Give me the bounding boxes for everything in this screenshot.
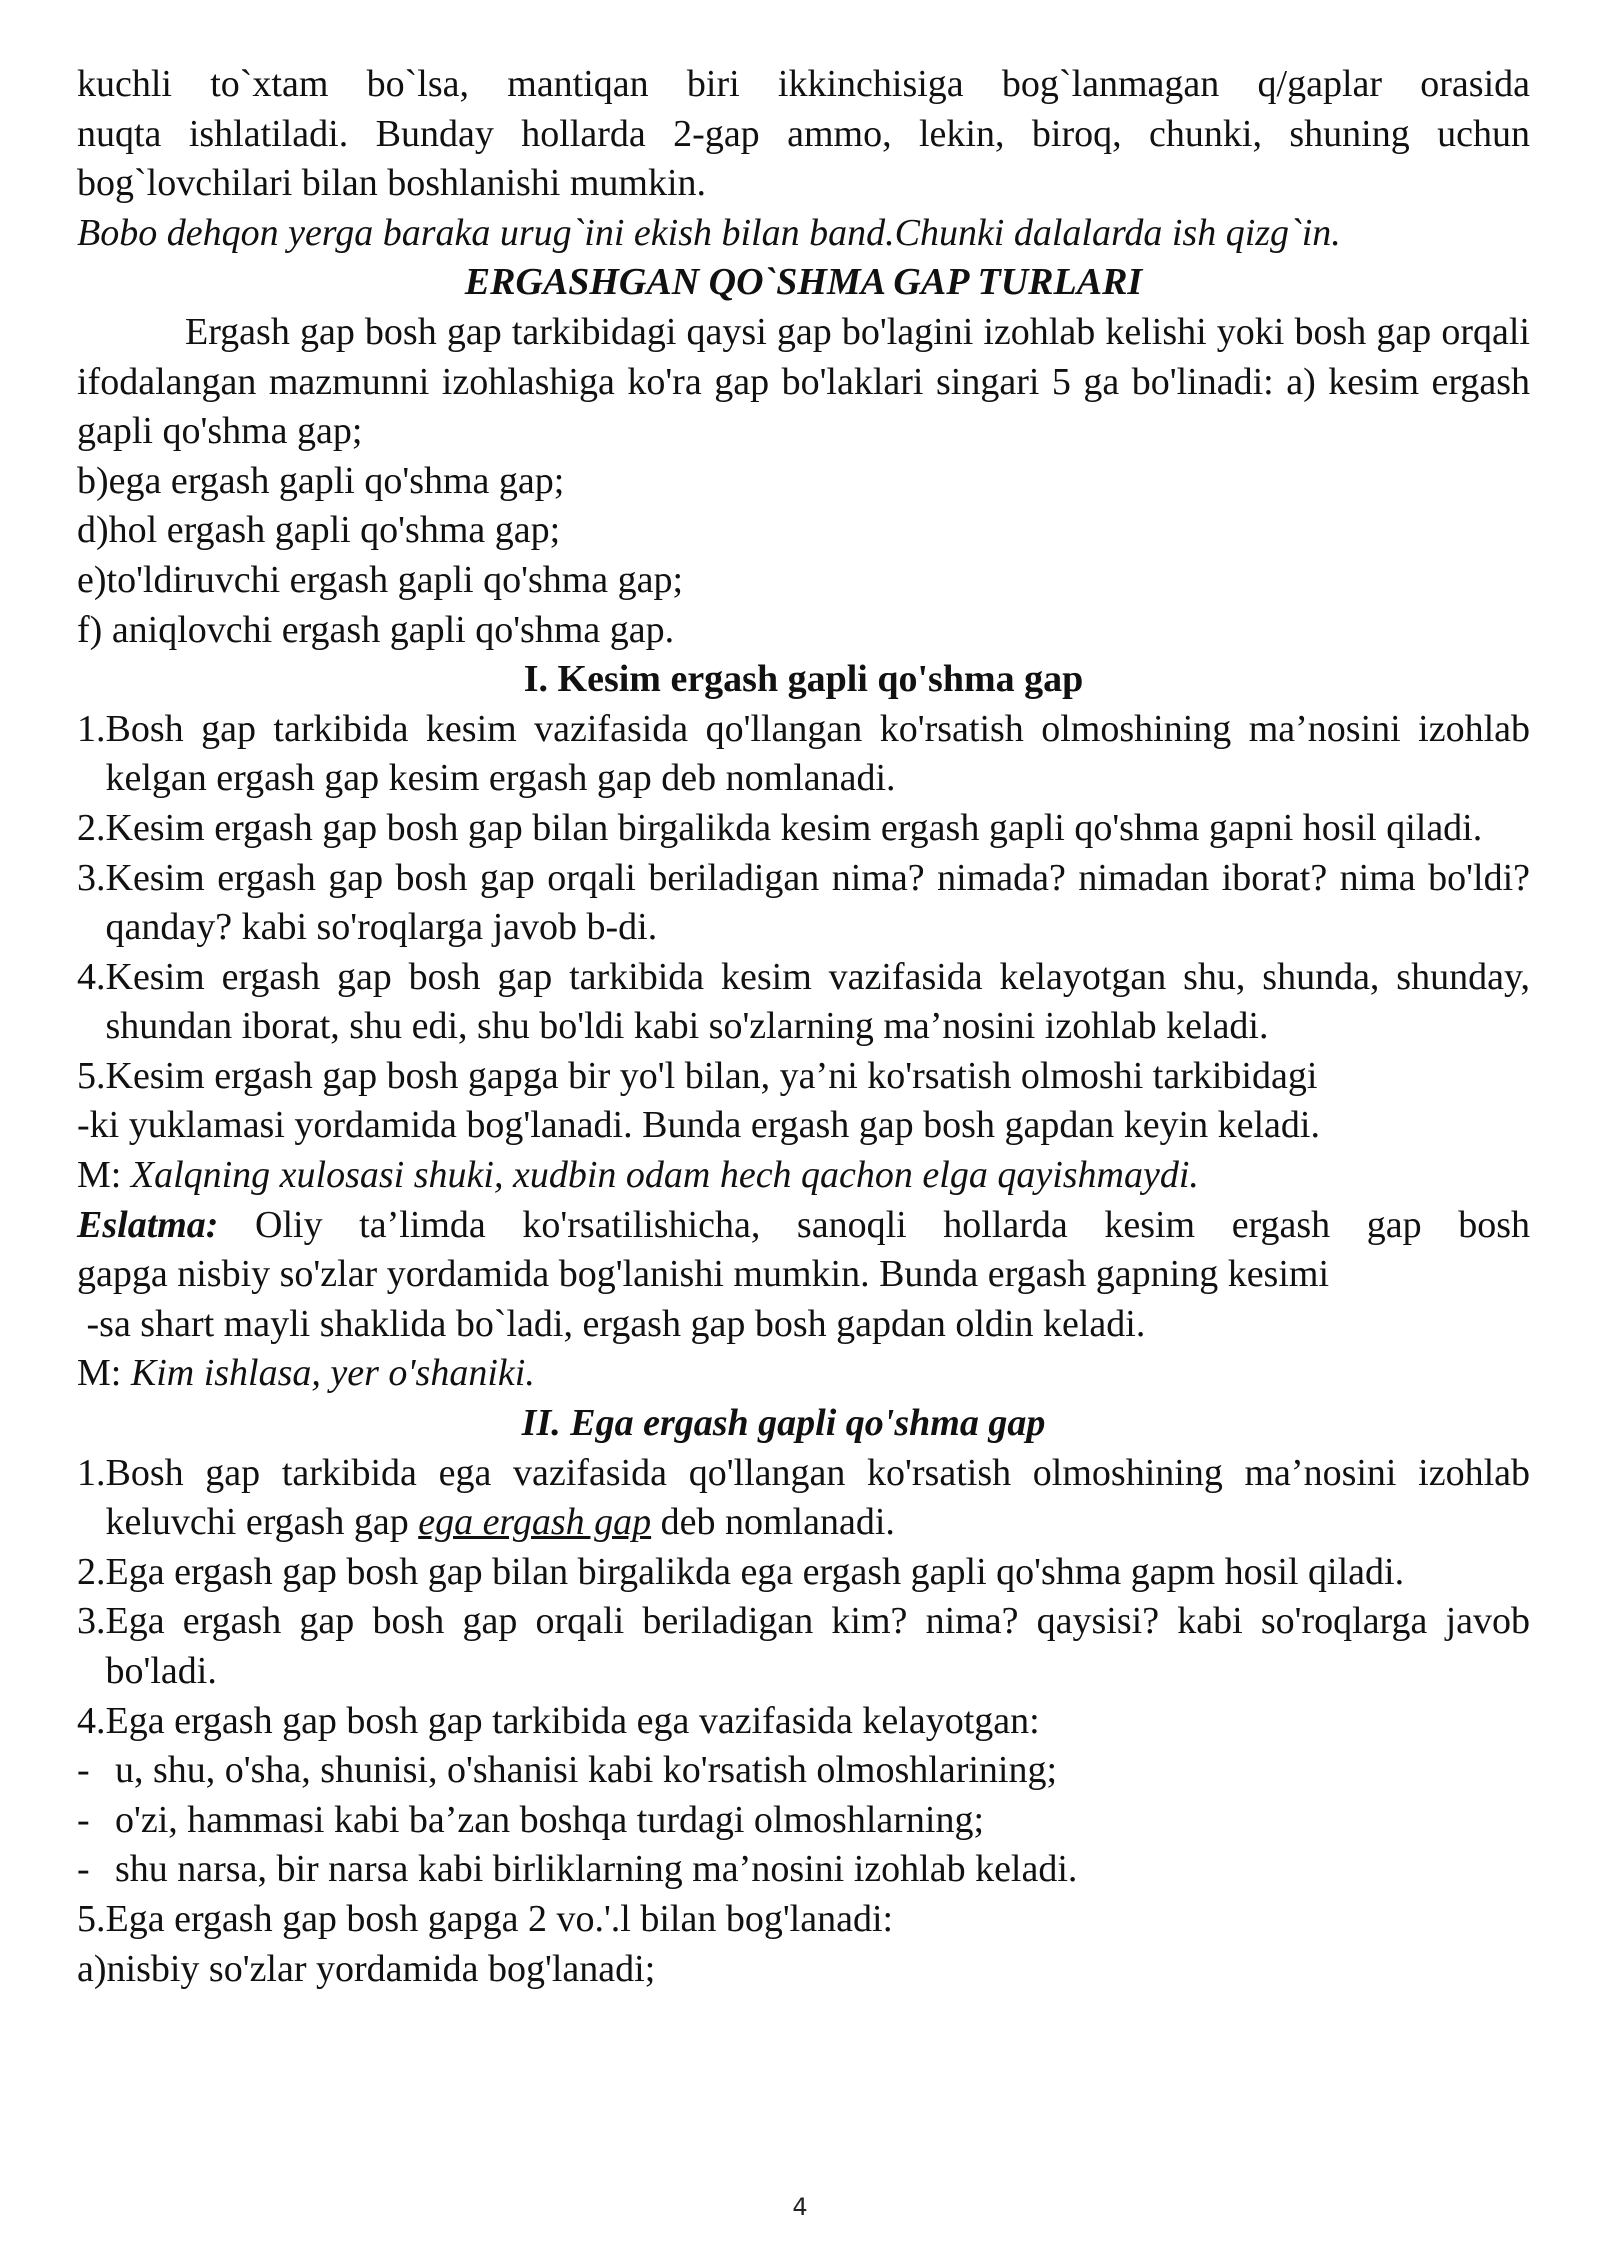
list-text: Ega ergash gap bosh gapga 2 vo.'.l bilan bog'lanadi: [105, 1897, 894, 1940]
text-line: -ki yuklamasi yordamida bog'lanadi. Bunda ergash gap bosh gapdan keyin keladi. [77, 1104, 1320, 1147]
list-item [77, 506, 1530, 556]
dash-item [77, 1796, 1530, 1846]
list-text: Kesim ergash gap bosh gap bilan birgalikda kesim ergash gapli qo'shma gapni hosil qiladi. [105, 806, 1483, 849]
list-text: Kesim ergash gap bosh gapga bir yo'l bilan, ya’ni ko'rsatish olmoshi tarkibidagi [105, 1054, 1318, 1097]
list-item [77, 556, 1530, 606]
example-line [77, 1151, 1530, 1201]
list-item [77, 804, 1530, 854]
list-marker: d) [77, 509, 109, 552]
list-marker: 3. [77, 856, 106, 899]
list-marker: 2. [77, 1550, 106, 1593]
list-item [77, 1697, 1530, 1747]
example-sentence: Bobo dehqon yerga baraka urug`ini ekish bilan band.Chunki dalalarda ish qizg`in. [77, 211, 1341, 254]
list-text-part: Bosh gap tarkibida ega vazifasida qo'llangan ko'rsatish olmoshining ma’nosini izohlab keluvchi ergash gap [105, 1451, 1530, 1544]
list-marker: 1. [77, 1451, 106, 1494]
text-line: nuqta ishlatiladi. Bunday hollarda 2-gap ammo, lekin, biroq, chunki, shuning uchun [77, 112, 1530, 155]
list-marker: 5. [77, 1897, 106, 1940]
list-text [106, 1449, 1531, 1548]
list-item [77, 1945, 1530, 1995]
term-underlined: ega ergash gap [418, 1501, 652, 1544]
dash-text: o'zi, hammasi kabi ba’zan boshqa turdagi olmoshlarning; [115, 1798, 985, 1841]
example-label: M: [77, 1352, 131, 1395]
list-item [77, 1895, 1530, 1945]
note-line: -sa shart mayli shaklida bo`ladi, ergash gap bosh gapdan oldin keladi. [77, 1302, 1146, 1345]
list-marker: 5. [77, 1054, 106, 1097]
example-text: Kim ishlasa, yer o'shaniki. [130, 1352, 535, 1395]
dash-marker: - [77, 1749, 90, 1792]
example-text: Xalqning xulosasi shuki, xudbin odam hech qachon elga qayishmaydi. [130, 1154, 1199, 1197]
dash-item [77, 1845, 1530, 1895]
list-marker: 4. [77, 955, 106, 998]
list-item [77, 953, 1530, 1052]
list-marker: a) [77, 1947, 107, 1990]
list-text-part: deb nomlanadi. [651, 1501, 895, 1544]
list-marker: f) [77, 608, 112, 651]
dash-text: u, shu, o'sha, shunisi, o'shanisi kabi ko'rsatish olmoshlarining; [115, 1749, 1058, 1792]
list-item [77, 1548, 1530, 1598]
list-text: Ega ergash gap bosh gap tarkibida ega vazifasida kelayotgan: [105, 1699, 1040, 1742]
dash-marker: - [77, 1848, 90, 1891]
page-number: 4 [792, 2193, 808, 2221]
list-text: to'ldiruvchi ergash gapli qo'shma gap; [106, 558, 684, 601]
list-text: Ega ergash gap bosh gap orqali beriladigan kim? nima? qaysisi? kabi so'roqlarga javob bo'ladi. [105, 1600, 1530, 1692]
list-text: Ega ergash gap bosh gap bilan birgalikda ega ergash gapli qo'shma gapm hosil qiladi. [105, 1550, 1405, 1593]
note-line: gapga nisbiy so'zlar yordamida bog'lanishi mumkin. Bunda ergash gapning kesimi [77, 1253, 1330, 1296]
section-title: ERGASHGAN QO`SHMA GAP TURLARI [464, 261, 1143, 304]
example-line [77, 1349, 1530, 1399]
example-label: M: [77, 1154, 131, 1197]
list-marker: 3. [77, 1600, 106, 1643]
note-label: Eslatma: [77, 1203, 219, 1246]
section-title: I. Kesim ergash gapli qo'shma gap [523, 658, 1084, 701]
dash-text: shu narsa, bir narsa kabi birliklarning ma’nosini izohlab keladi. [115, 1848, 1078, 1891]
list-marker: 4. [77, 1699, 106, 1742]
list-item [77, 457, 1530, 507]
text-line: bog`lovchilari bilan boshlanishi mumkin. [77, 162, 707, 205]
list-item [77, 606, 1530, 656]
list-text: Bosh gap tarkibida kesim vazifasida qo'llangan ko'rsatish olmoshining ma’nosini izohlab kelgan ergash gap kesim ergash gap deb nomlanadi. [105, 707, 1530, 800]
section-title: II. Ega ergash gapli qo'shma gap [521, 1402, 1046, 1445]
list-item [77, 1597, 1530, 1696]
list-item [77, 1052, 1530, 1102]
intro-paragraph: Ergash gap bosh gap tarkibidagi qaysi gap bo'lagini izohlab kelishi yoki bosh gap orqali ifodalangan mazmunni izohlashiga ko'ra gap bo'laklari singari 5 ga bo'linadi: a) kesim ergash gapli qo'shma gap; [77, 310, 1530, 453]
list-item [77, 705, 1530, 804]
list-text: hol ergash gapli qo'shma gap; [108, 509, 561, 552]
list-text: Kesim ergash gap bosh gap tarkibida kesim vazifasida kelayotgan shu, shunda, shunday, shundan iborat, shu edi, shu bo'ldi kabi so'zlarning ma’nosini izohlab keladi. [105, 955, 1530, 1048]
list-text: Kesim ergash gap bosh gap orqali beriladigan nima? nimada? nimadan iborat? nima bo'ldi? qanday? kabi so'roqlarga javob b-di. [105, 856, 1530, 949]
list-item [77, 1449, 1530, 1548]
note-text: Oliy ta’limda ko'rsatilishicha, sanoqli hollarda kesim ergash gap bosh [218, 1203, 1530, 1246]
list-text: nisbiy so'zlar yordamida bog'lanadi; [106, 1947, 656, 1990]
dash-marker: - [77, 1798, 90, 1841]
list-text: ega ergash gapli qo'shma gap; [108, 459, 565, 502]
dash-item [77, 1746, 1530, 1796]
list-marker: 2. [77, 806, 106, 849]
list-item [77, 854, 1530, 953]
list-marker: e) [77, 558, 107, 601]
text-line: kuchli to`xtam bo`lsa, mantiqan biri ikkinchisiga bog`lanmagan q/gaplar orasida [77, 63, 1530, 105]
list-marker: b) [77, 459, 109, 502]
list-marker: 1. [77, 707, 106, 750]
note-line [77, 1201, 1530, 1251]
list-text: aniqlovchi ergash gapli qo'shma gap. [111, 608, 675, 651]
